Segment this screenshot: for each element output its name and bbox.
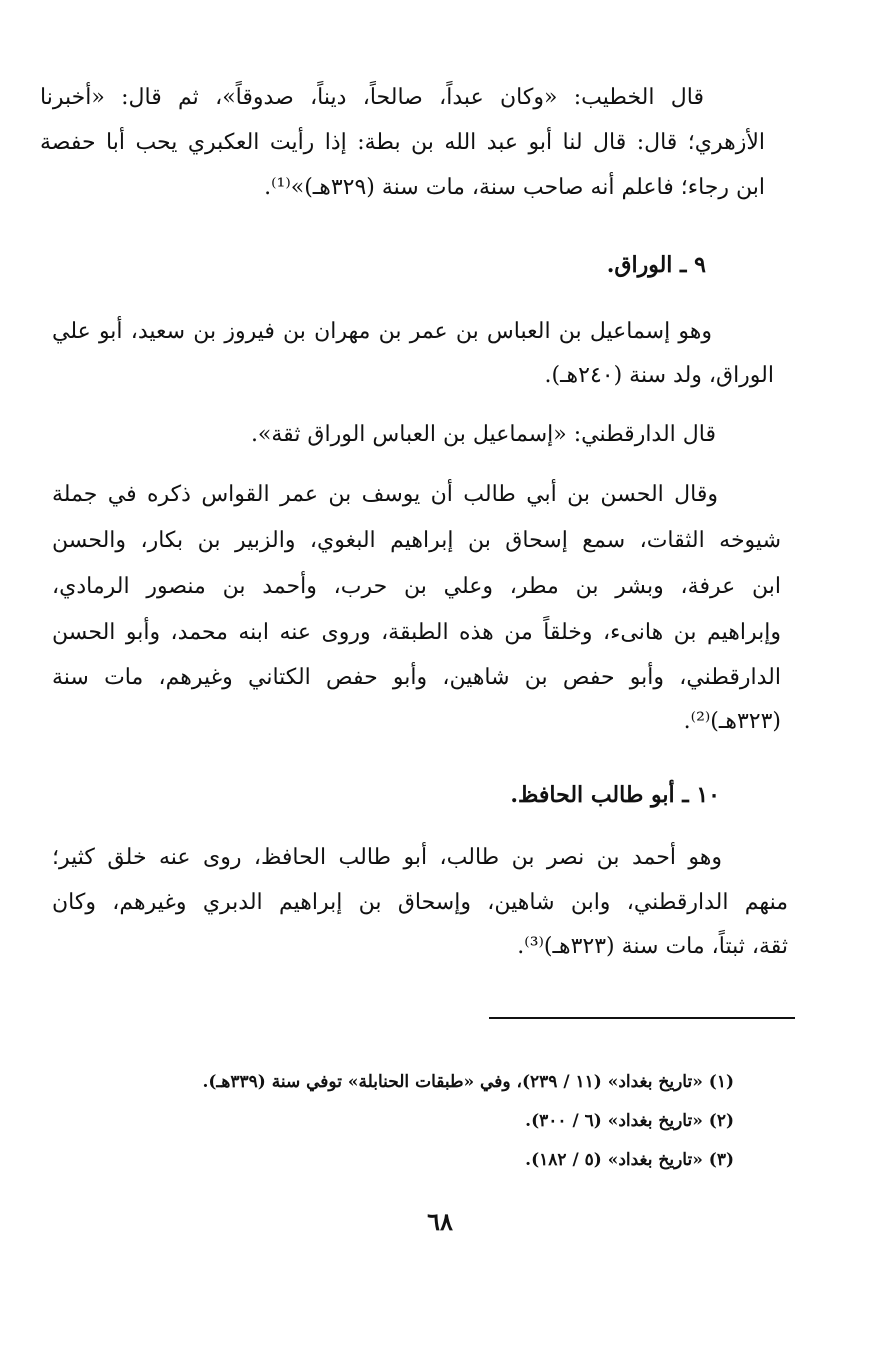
text-line: الدارقطني، وأبو حفص بن شاهين، وأبو حفص الكتاني وغيرهم، مات سنة (52, 665, 781, 690)
text-line: الأزهري؛ قال: قال لنا أبو عبد الله بن بطة: إذا رأيت العكبري يحب أبا حفصة (40, 130, 765, 155)
text-line: شيوخه الثقات، سمع إسحاق بن إبراهيم البغوي، والزبير بن بكار، والحسن (52, 528, 781, 553)
text-line: وإبراهيم بن هانىء، وخلقاً من هذه الطبقة، وروى عنه ابنه محمد، وأبو الحسن (52, 620, 781, 645)
text-line: ابن عرفة، وبشر بن مطر، وعلي بن حرب، وأحمد بن منصور الرمادي، (52, 574, 781, 599)
text-line: منهم الدارقطني، وابن شاهين، وإسحاق بن إبراهيم الدبري وغيرهم، وكان (52, 890, 788, 915)
footnote: (٢) «تاريخ بغداد» (٦ / ٣٠٠). (525, 1111, 734, 1131)
page-number: ٦٨ (427, 1207, 453, 1236)
entry-heading-9: ٩ ـ الوراق. (606, 252, 706, 278)
text-line: وهو إسماعيل بن العباس بن عمر بن مهران بن فيروز بن سعيد، أبو علي (52, 319, 712, 344)
footnote: (١) «تاريخ بغداد» (١١ / ٢٣٩)، وفي «طبقات الحنابلة» توفي سنة (٣٣٩هـ). (202, 1072, 734, 1092)
text-line: (٣٢٣هـ)⁽²⁾. (683, 709, 781, 734)
footnote-separator (489, 1017, 795, 1019)
text-line: ابن رجاء؛ فاعلم أنه صاحب سنة، مات سنة (٣٢٩هـ)»⁽¹⁾. (264, 175, 765, 200)
text-line: الوراق، ولد سنة (٢٤٠هـ). (544, 363, 774, 388)
text-line: وقال الحسن بن أبي طالب أن يوسف بن عمر القواس ذكره في جملة (52, 482, 718, 507)
text-line: قال الخطيب: «وكان عبداً، صالحاً، ديناً، صدوقاً»، ثم قال: «أخبرنا (40, 85, 704, 110)
footnote: (٣) «تاريخ بغداد» (٥ / ١٨٢). (525, 1150, 734, 1170)
text-line: وهو أحمد بن نصر بن طالب، أبو طالب الحافظ، روى عنه خلق كثير؛ (52, 845, 722, 870)
text-line: ثقة، ثبتاً، مات سنة (٣٢٣هـ)⁽³⁾. (517, 934, 788, 959)
paragraph-daraqutni-quote: قال الدارقطني: «إسماعيل بن العباس الوراق ثقة». (250, 422, 716, 447)
entry-heading-10: ١٠ ـ أبو طالب الحافظ. (510, 782, 720, 808)
